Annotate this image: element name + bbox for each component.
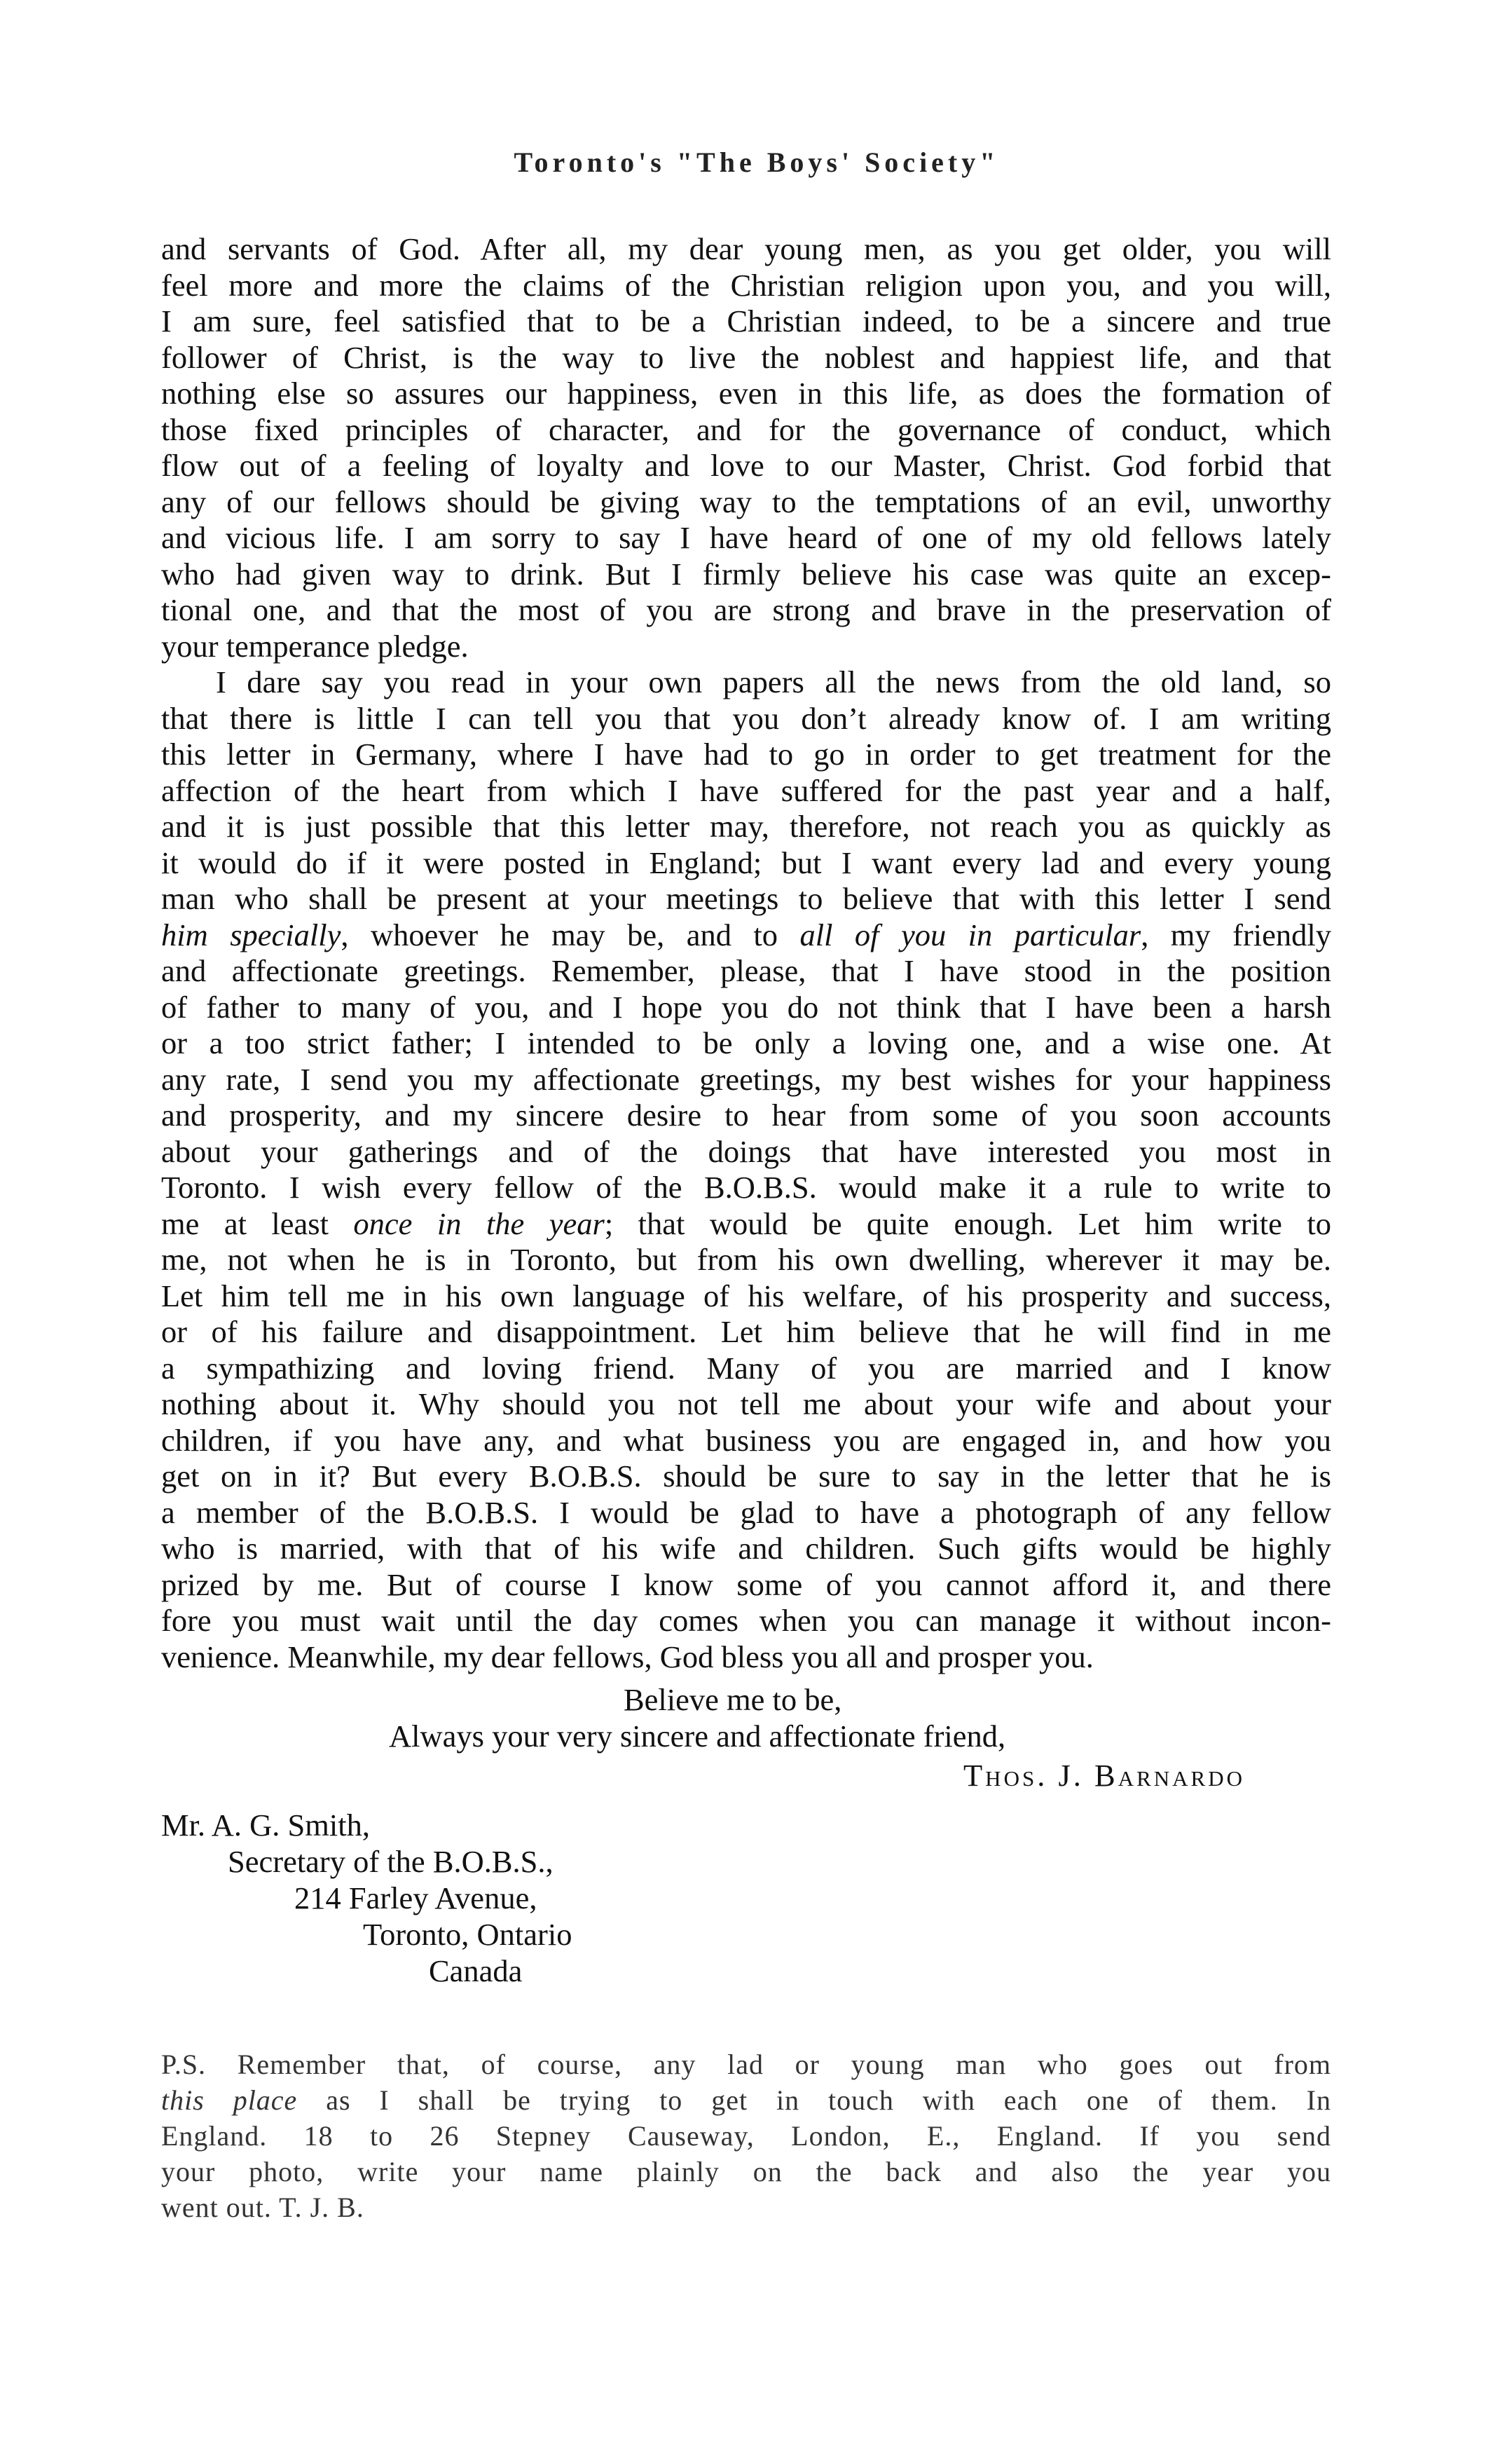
address-line: Secretary of the B.O.B.S., bbox=[228, 1844, 554, 1879]
address-line: Toronto, Ontario bbox=[363, 1917, 572, 1952]
body-line: children, if you have any, and what business you are engaged in, and how you bbox=[161, 1422, 1331, 1458]
body-line: fore you must wait until the day comes when you can manage it without incon- bbox=[161, 1603, 1331, 1638]
body-line: a sympathizing and loving friend. Many of you are married and I know bbox=[161, 1350, 1331, 1386]
body-line: venience. Meanwhile, my dear fellows, God bless you all and prosper you. bbox=[161, 1639, 1094, 1674]
body-line: and it is just possible that this letter may, therefore, not reach you as quickly as bbox=[161, 809, 1331, 844]
postscript bbox=[161, 2047, 1331, 2225]
postscript-line: this place as I shall be trying to get in touch with each one of them. In bbox=[161, 2084, 1331, 2116]
body-line: me, not when he is in Toronto, but from his own dwelling, wherever it may be. bbox=[161, 1242, 1331, 1277]
body-line: any rate, I send you my affectionate greetings, my best wishes for your happiness bbox=[161, 1061, 1331, 1097]
body-line: and prosperity, and my sincere desire to hear from some of you soon accounts bbox=[161, 1098, 1331, 1133]
body-line: those fixed principles of character, and for the governance of conduct, which bbox=[161, 411, 1331, 447]
signature: Thos. J. Barnardo bbox=[963, 1758, 1245, 1793]
body-line: this letter in Germany, where I have had to go in order to get treatment for the bbox=[161, 737, 1331, 772]
body-line: prized by me. But of course I know some of you cannot afford it, and there bbox=[161, 1566, 1331, 1602]
address-line: Mr. A. G. Smith, bbox=[161, 1808, 370, 1843]
body-line: nothing about it. Why should you not tell me about your wife and about your bbox=[161, 1386, 1331, 1421]
body-line: affection of the heart from which I have suffered for the past year and a half, bbox=[161, 772, 1331, 808]
body-line: him specially, whoever he may be, and to all of you in particular, my friendly bbox=[161, 917, 1331, 952]
postscript-line: P.S. Remember that, of course, any lad or young man who goes out from bbox=[161, 2049, 1331, 2080]
body-line: and servants of God. After all, my dear young men, as you get older, you will bbox=[161, 231, 1331, 266]
address-line: Canada bbox=[429, 1953, 523, 1988]
postscript-line: your photo, write your name plainly on the back and also the year you bbox=[161, 2156, 1331, 2187]
body-line: follower of Christ, is the way to live the noblest and happiest life, and that bbox=[161, 339, 1331, 375]
body-line: feel more and more the claims of the Christian religion upon you, and you will, bbox=[161, 267, 1331, 303]
body-line: Toronto. I wish every fellow of the B.O.B.S. would make it a rule to write to bbox=[161, 1170, 1331, 1205]
letter-body bbox=[161, 231, 1331, 1675]
body-line: it would do if it were posted in England; but I want every lad and every young bbox=[161, 845, 1331, 880]
closing-believe: Believe me to be, bbox=[624, 1682, 842, 1717]
postscript-line: England. 18 to 26 Stepney Causeway, London, E., England. If you send bbox=[161, 2120, 1331, 2152]
body-line: man who shall be present at your meetings to believe that with this letter I send bbox=[161, 881, 1331, 916]
address-line: 214 Farley Avenue, bbox=[294, 1880, 537, 1915]
body-line: me at least once in the year; that would be quite enough. Let him write to bbox=[161, 1205, 1331, 1241]
running-header: Toronto's "The Boys' Society" bbox=[514, 146, 1000, 178]
body-line: and affectionate greetings. Remember, please, that I have stood in the position bbox=[161, 953, 1331, 988]
postscript-line: went out. T. J. B. bbox=[161, 2192, 364, 2223]
body-line: I am sure, feel satisfied that to be a Christian indeed, to be a sincere and true bbox=[161, 303, 1331, 339]
body-line: and vicious life. I am sorry to say I have heard of one of my old fellows lately bbox=[161, 520, 1331, 555]
body-line: any of our fellows should be giving way to the temptations of an evil, unworthy bbox=[161, 484, 1331, 519]
body-line: get on in it? But every B.O.B.S. should be sure to say in the letter that he is bbox=[161, 1458, 1331, 1494]
body-line: of father to many of you, and I hope you do not think that I have been a harsh bbox=[161, 989, 1331, 1025]
body-line: Let him tell me in his own language of his welfare, of his prosperity and success, bbox=[161, 1278, 1331, 1313]
body-line: that there is little I can tell you that you don’t already know of. I am writing bbox=[161, 700, 1331, 736]
body-line: flow out of a feeling of loyalty and love to our Master, Christ. God forbid that bbox=[161, 448, 1331, 483]
body-line: who had given way to drink. But I firmly believe his case was quite an excep- bbox=[161, 556, 1331, 592]
body-line: a member of the B.O.B.S. I would be glad to have a photograph of any fellow bbox=[161, 1494, 1331, 1530]
paragraph-start-line: I dare say you read in your own papers all the news from the old land, so bbox=[216, 664, 1331, 699]
body-line: nothing else so assures our happiness, even in this life, as does the formation of bbox=[161, 376, 1331, 411]
body-line: or a too strict father; I intended to be only a loving one, and a wise one. At bbox=[161, 1025, 1331, 1060]
body-line: tional one, and that the most of you are strong and brave in the preservation of bbox=[161, 592, 1331, 627]
body-line: your temperance pledge. bbox=[161, 628, 469, 664]
closing-regards: Always your very sincere and affectionate friend, bbox=[389, 1719, 1006, 1754]
body-line: who is married, with that of his wife and children. Such gifts would be highly bbox=[161, 1531, 1331, 1566]
body-line: or of his failure and disappointment. Let him believe that he will find in me bbox=[161, 1314, 1331, 1349]
body-line: about your gatherings and of the doings that have interested you most in bbox=[161, 1133, 1331, 1169]
